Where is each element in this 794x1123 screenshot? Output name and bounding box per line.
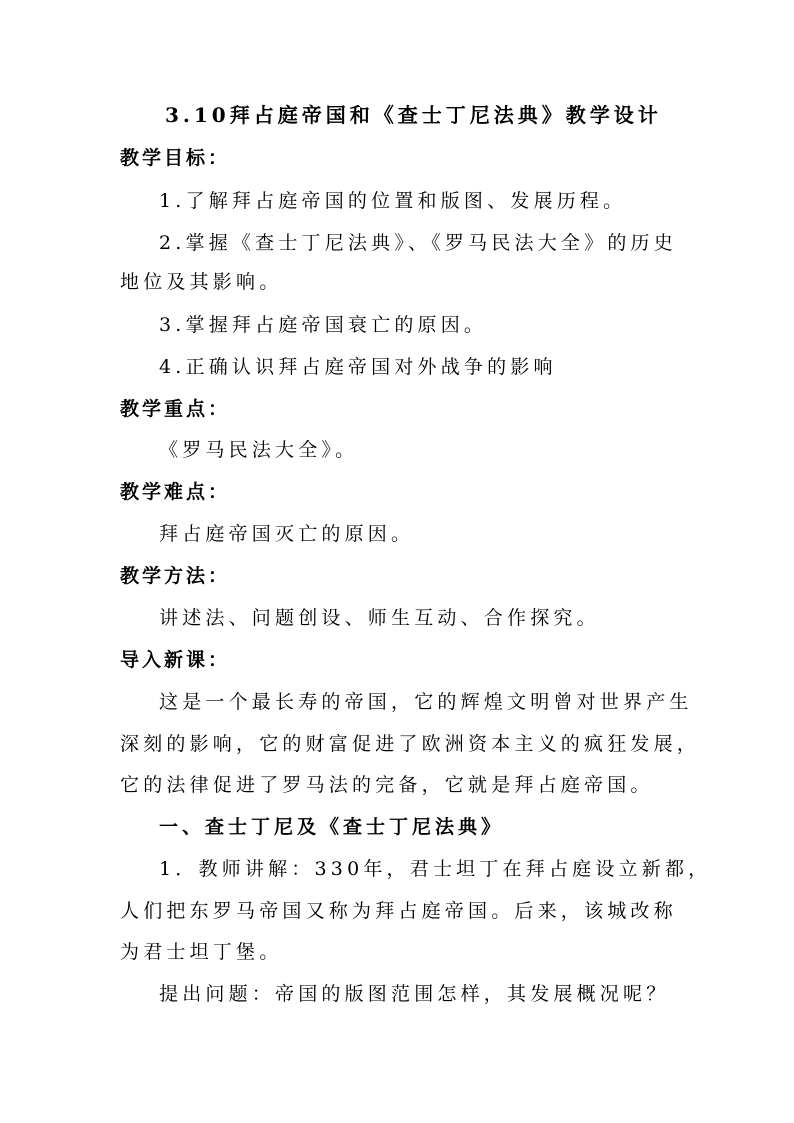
intro-paragraph-line: 这是一个最长寿的帝国，它的辉煌文明曾对世界产生 [159, 691, 693, 713]
section-heading: 一、查士丁尼及《查士丁尼法典》 [159, 816, 505, 838]
difficulties-heading: 教学难点： [120, 481, 231, 503]
key-points-heading: 教学重点： [120, 398, 231, 420]
objective-item: 1.了解拜占庭帝国的位置和版图、发展历程。 [159, 190, 627, 212]
section-paragraph-line: 1．教师讲解：330年，君士坦丁在拜占庭设立新都， [159, 858, 712, 880]
objective-item: 2.掌握《查士丁尼法典》、《罗马民法大全》的历史 [159, 232, 677, 254]
page-title: 3.10拜占庭帝国和《查士丁尼法典》教学设计 [165, 103, 662, 127]
objective-item-continuation: 地位及其影响。 [120, 271, 283, 293]
methods-text: 讲述法、问题创设、师生互动、合作探究。 [159, 607, 600, 629]
question-line: 提出问题：帝国的版图范围怎样，其发展概况呢？ [159, 983, 670, 1005]
section-paragraph-line: 人们把东罗马帝国又称为拜占庭帝国。后来，该城改称 [120, 900, 677, 922]
methods-heading: 教学方法： [120, 565, 231, 587]
objective-item: 3.掌握拜占庭帝国衰亡的原因。 [159, 314, 488, 336]
intro-heading: 导入新课： [120, 649, 231, 671]
objective-item: 4.正确认识拜占庭帝国对外战争的影响 [159, 356, 557, 378]
section-paragraph-line: 为君士坦丁堡。 [120, 941, 283, 963]
difficulties-text: 拜占庭帝国灭亡的原因。 [159, 523, 415, 545]
key-points-text: 《罗马民法大全》。 [159, 439, 359, 461]
objectives-heading: 教学目标： [120, 147, 231, 169]
intro-paragraph-line: 深刻的影响，它的财富促进了欧洲资本主义的疯狂发展， [120, 733, 701, 755]
intro-paragraph-line: 它的法律促进了罗马法的完备，它就是拜占庭帝国。 [120, 774, 654, 796]
